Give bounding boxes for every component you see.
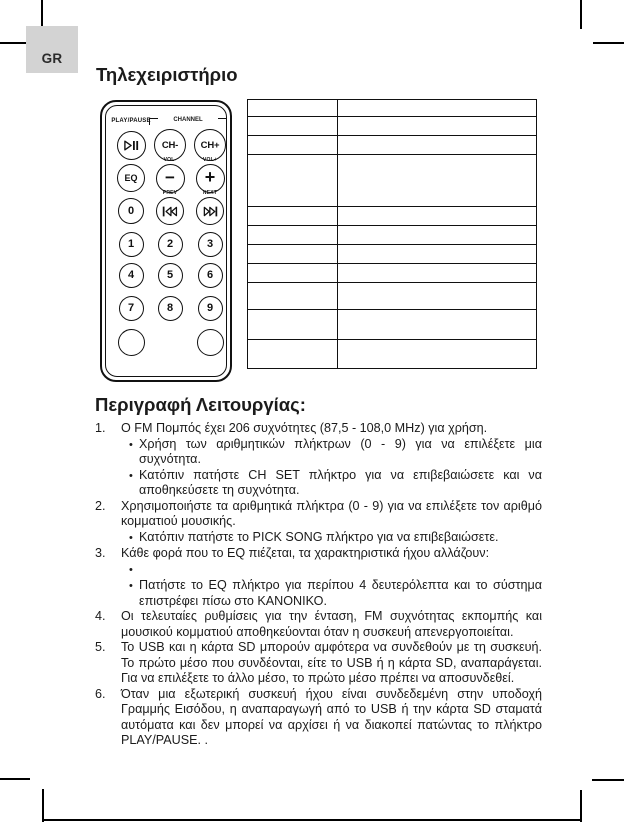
list-item [95, 546, 542, 609]
bullet-item [129, 562, 542, 579]
language-tab-label: GR [41, 51, 63, 66]
channel-group-label: CHANNEL [173, 117, 203, 123]
table-cell [338, 207, 537, 226]
bullet-dot [129, 437, 139, 468]
bullet-text [139, 562, 542, 579]
crop-mark-top-right-vertical [580, 0, 582, 29]
item-number: 2. [95, 498, 106, 513]
reference-table [247, 99, 537, 369]
remote-button-9: 9 [198, 296, 223, 321]
remote-button-bottom-right [197, 329, 224, 356]
table-cell [338, 340, 537, 369]
table-row [248, 264, 537, 283]
minus-glyph: − [165, 167, 175, 187]
remote-button-7: 7 [119, 296, 144, 321]
list-item [95, 421, 542, 499]
plus-glyph: + [204, 167, 216, 187]
crop-mark-top-right-horizontal [593, 42, 624, 44]
item-text: Κάθε φορά που το EQ πιέζεται, τα χαρακτηριστικά ήχου αλλάζουν: [121, 546, 490, 560]
table-cell [338, 117, 537, 136]
table-row [248, 207, 537, 226]
remote-button-skip-next [196, 197, 224, 225]
crop-mark-bottom-left-vertical [42, 789, 44, 822]
table-cell [248, 310, 338, 340]
table-cell [248, 283, 338, 310]
bullet-text: Πατήστε το EQ πλήκτρο για περίπου 4 δευτερόλεπτα και το σύστημα επιστρέφει πίσω στο ΚΑΝΟΝΙΚΟ. [139, 578, 542, 608]
table-row [248, 340, 537, 369]
skip-next-icon [202, 206, 218, 217]
remote-button-3: 3 [198, 232, 223, 257]
crop-mark-top-left-vertical [41, 0, 43, 28]
bullet-item [129, 530, 542, 547]
table-row [248, 136, 537, 155]
table-cell [338, 264, 537, 283]
crop-mark-bottom-left-horizontal [0, 778, 30, 780]
remote-button-6: 6 [198, 263, 223, 288]
remote-button-5: 5 [158, 263, 183, 288]
remote-button-1: 1 [119, 232, 144, 257]
function-list [95, 421, 542, 749]
section-heading: Περιγραφή Λειτουργίας: [95, 394, 306, 415]
table-cell [248, 264, 338, 283]
table-cell [248, 117, 338, 136]
bullet-dot [129, 578, 139, 609]
table-cell [248, 226, 338, 245]
item-text: Όταν μια εξωτερική συσκευή ήχου είναι συνδεδεμένη στην υποδοχή Γραμμής Εισόδου, η αναπαραγωγή από το USB ή την κάρτα SD σταματά αυτόματα και δεν μπορεί να αρχίσει ή να διακοπεί πατώντας το πλήκτρο PLAY/PAUSE. . [121, 686, 542, 747]
table-row [248, 100, 537, 117]
item-number: 6. [95, 686, 106, 701]
bullet-text: Χρήση των αριθμητικών πλήκτρων (0 - 9) για να επιλέξετε μια συχνότητα. [139, 436, 542, 466]
table-cell [338, 155, 537, 207]
item-number: 1. [95, 421, 106, 435]
remote-button-bottom-left [118, 329, 145, 356]
remote-button-8: 8 [158, 296, 183, 321]
table-cell [248, 136, 338, 155]
table-row [248, 245, 537, 264]
table-cell [248, 245, 338, 264]
item-number: 5. [95, 640, 106, 654]
volume-up-label: VOL+ [203, 157, 217, 163]
table-cell [338, 245, 537, 264]
bullet-item [129, 468, 542, 499]
language-tab [26, 26, 78, 73]
channel-group-bracket [149, 116, 227, 125]
item-number: 4. [95, 609, 106, 623]
volume-down-label: VOL- [163, 157, 177, 163]
list-item [95, 609, 542, 640]
remote-button-volume-down [156, 164, 185, 193]
play-pause-group-label: PLAY/PAUSE [111, 118, 151, 124]
table-cell [338, 283, 537, 310]
item-number: 3. [95, 546, 106, 560]
remote-button-channel-down: CH- [154, 129, 186, 161]
remote-button-0: 0 [118, 198, 144, 224]
table-cell [248, 100, 338, 117]
bullet-text: Κατόπιν πατήστε CH SET πλήκτρο για να επιβεβαιώσετε και να αποθηκεύσετε τη συχνότητα. [139, 467, 542, 497]
table-cell [248, 155, 338, 207]
remote-control-illustration [100, 100, 232, 382]
table-row [248, 226, 537, 245]
next-label: NEXT [202, 190, 218, 196]
bracket-right-corner [218, 118, 227, 125]
bracket-left-corner [149, 118, 158, 125]
bullet-dot [129, 562, 139, 579]
item-text: Ο FM Πομπός έχει 206 συχνότητες (87,5 - 108,0 MHz) για χρήση. [121, 421, 488, 435]
skip-previous-icon [162, 206, 178, 217]
item-text: Το USB και η κάρτα SD μπορούν αμφότερα να συνδεθούν με τη συσκευή. Το πρώτο μέσο που συνδέονται, είτε το USB ή η κάρτα SD, αναπαράγεται. Για να επιλέξετε το άλλο μέσο, το πρώτο μέσο πρέπει να αποσυνδεθεί. [121, 640, 542, 685]
crop-mark-bottom-right-vertical [580, 790, 582, 822]
table-row [248, 283, 537, 310]
table-cell [338, 310, 537, 340]
table-row [248, 310, 537, 340]
item-text: Οι τελευταίες ρυθμίσεις για την ένταση, FM συχνότητας εκπομπής και μουσικού κομματιού αποθηκεύονται όταν η συσκευή απενεργοποιείται. [121, 609, 542, 639]
function-description-section [95, 394, 542, 749]
table-cell [338, 226, 537, 245]
bullet-item [129, 578, 542, 609]
remote-button-skip-previous [156, 197, 184, 225]
item-text: Χρησιμοποιήστε τα αριθμητικά πλήκτρα (0 - 9) για να επιλέξετε τον αριθμό κομματιού μουσικής. [121, 498, 542, 528]
table-cell [248, 207, 338, 226]
remote-button-volume-up [196, 164, 225, 193]
remote-button-channel-up: CH+ [194, 129, 226, 161]
play-pause-icon [124, 140, 139, 151]
table-row [248, 117, 537, 136]
remote-button-4: 4 [119, 263, 144, 288]
bullet-dot [129, 530, 139, 547]
list-item [95, 640, 542, 687]
page-bottom-edge-line [42, 819, 581, 821]
list-item [95, 499, 542, 547]
bullet-dot [129, 468, 139, 499]
remote-button-eq: EQ [117, 164, 145, 192]
list-item [95, 687, 542, 749]
bullet-item [129, 437, 542, 468]
prev-label: PREV [162, 190, 178, 196]
table-row [248, 155, 537, 207]
table-cell [338, 100, 537, 117]
bullet-text: Κατόπιν πατήστε το PICK SONG πλήκτρο για να επιβεβαιώσετε. [139, 529, 499, 544]
remote-button-2: 2 [158, 232, 183, 257]
page-title: Τηλεχειριστήριο [96, 64, 238, 85]
remote-button-play-pause [117, 131, 146, 160]
table-cell [338, 136, 537, 155]
crop-mark-bottom-right-horizontal [592, 779, 624, 781]
table-cell [248, 340, 338, 369]
